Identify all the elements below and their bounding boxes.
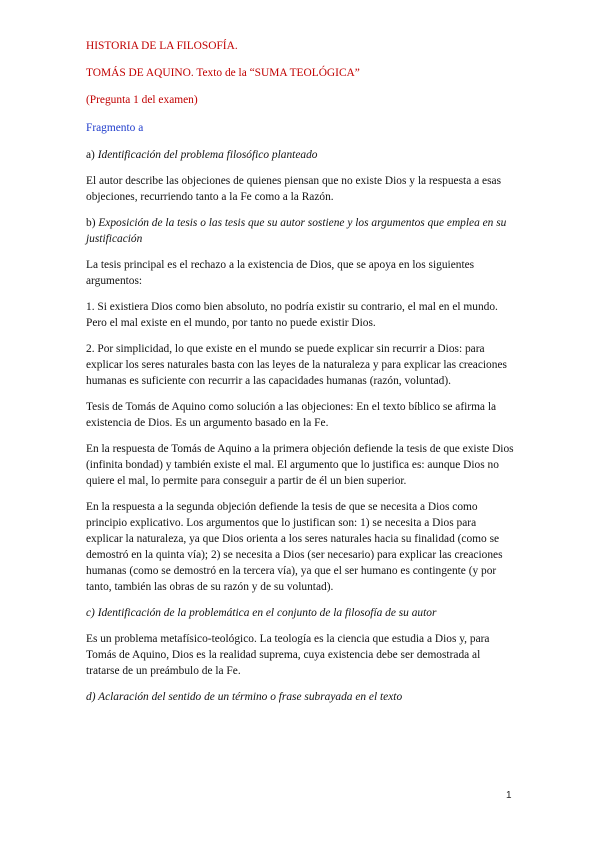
section-b-paragraph: 1. Si existiera Dios como bien absoluto, no podría existir su contrario, el mal en el mundo. Pero el mal existe en el mundo, por tanto no puede existir Dios. [86,301,498,329]
exam-question-label: (Pregunta 1 del examen) [86,94,198,106]
fragment-label: Fragmento a [86,122,144,134]
section-b-title: Exposición de la tesis o las tesis que su autor sostiene y los argumentos que emplea en su justificación [86,217,507,245]
document-title: HISTORIA DE LA FILOSOFÍA. [86,40,238,52]
section-b-prefix: b) [86,217,99,229]
section-b-paragraph: En la respuesta de Tomás de Aquino a la primera objeción defiende la tesis de que existe Dios (infinita bondad) y también existe el mal. El argumento que lo justifica es: aunque Dios no quiere el mal, lo permite para conseguir a partir de él un bien superior. [86,443,514,487]
section-b-paragraph: Tesis de Tomás de Aquino como solución a las objeciones: En el texto bíblico se afirma la existencia de Dios. Es un argumento basado en la Fe. [86,401,497,429]
section-a-title: Identificación del problema filosófico planteado [97,149,318,161]
page-number: 1 [506,790,512,801]
document-subtitle: TOMÁS DE AQUINO. Texto de la “SUMA TEOLÓGICA” [86,67,360,79]
section-b-paragraph: La tesis principal es el rechazo a la existencia de Dios, que se apoya en los siguientes argumentos: [86,259,475,287]
section-a-paragraph: El autor describe las objeciones de quienes piensan que no existe Dios y la respuesta a esas objeciones, recurriendo tanto a la Fe como a la Razón. [86,175,501,203]
section-d-heading: d) Aclaración del sentido de un término o frase subrayada en el texto [86,691,403,703]
section-b-heading [86,215,514,247]
section-c-heading: c) Identificación de la problemática en el conjunto de la filosofía de su autor [86,607,437,619]
section-c-paragraph: Es un problema metafísico-teológico. La teología es la ciencia que estudia a Dios y, para Tomás de Aquino, Dios es la realidad suprema, cuya existencia debe ser demostrada al tratarse de un preámbulo de la Fe. [86,633,490,677]
section-a-heading [86,147,514,163]
section-b-paragraph: En la respuesta a la segunda objeción defiende la tesis de que se necesita a Dios como principio explicativo. Los argumentos que lo justifican son: 1) se necesita a Dios para explicar la naturaleza, ya que Dios orienta a los seres naturales hacia su finalidad (como se demostró en la quinta vía); 2) se necesita a Dios (ser necesario) para explicar las creaciones humanas (como se demostró en la tercera vía), ya que el ser humano es contingente (y por tanto, también las obras de su razón y de su voluntad). [86,501,503,593]
section-b-paragraph: 2. Por simplicidad, lo que existe en el mundo se puede explicar sin recurrir a Dios: para explicar los seres naturales basta con las leyes de la naturaleza y para explicar las creaciones humanas es suficiente con recurrir a las capacidades humanas (razón, voluntad). [86,343,507,387]
section-a-prefix: a) [86,149,98,161]
